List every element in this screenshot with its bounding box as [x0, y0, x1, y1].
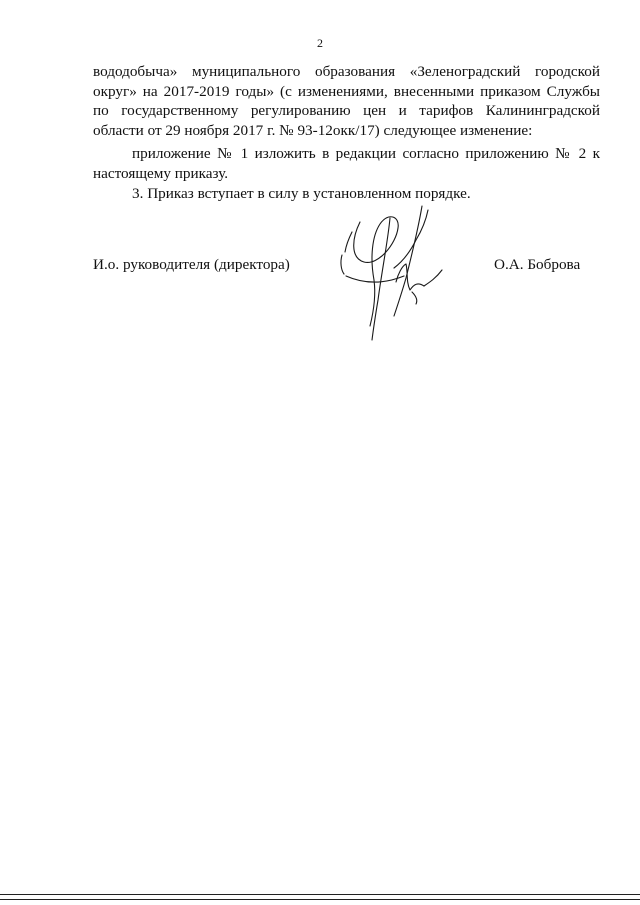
page-number: 2: [317, 36, 323, 50]
handwritten-signature: [330, 200, 450, 345]
paragraph-1-line-4: области от 29 ноября 2017 г. № 93-12окк/17) следующее изменение:: [93, 121, 533, 139]
paragraph-2-line-2: настоящему приказу.: [93, 164, 229, 182]
footer-rule-bottom: [0, 899, 640, 900]
signer-name: О.А. Боброва: [494, 256, 581, 273]
footer-rule-top: [0, 894, 640, 895]
paragraph-1-line-2: округ» на 2017-2019 годы» (с изменениями, внесенными приказом Службы: [93, 82, 600, 100]
paragraph-1-line-1: вододобыча» муниципального образования «Зеленоградский городской: [93, 63, 600, 80]
paragraph-1: [93, 62, 600, 140]
paragraph-3-line-1: 3. Приказ вступает в силу в установленном порядке.: [132, 185, 471, 202]
paragraph-1-line-3: по государственному регулированию цен и тарифов Калининградской: [93, 102, 600, 119]
paragraph-2: [93, 144, 600, 183]
signatory-position: И.о. руководителя (директора): [93, 256, 290, 273]
paragraph-2-line-1: приложение № 1 изложить в редакции согласно приложению № 2 к: [132, 145, 600, 162]
